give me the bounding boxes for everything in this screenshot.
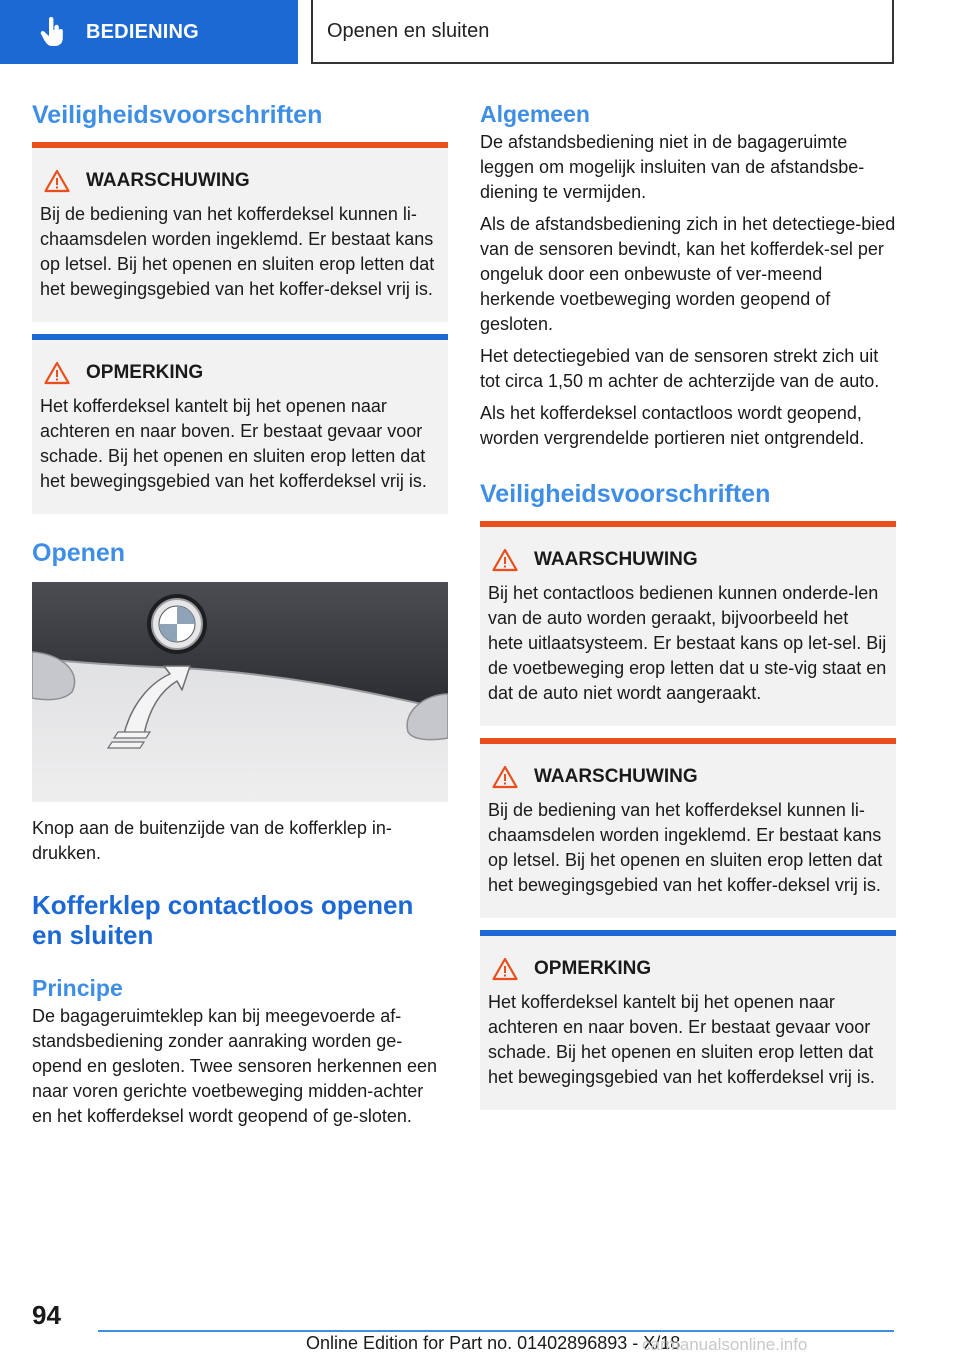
warning-triangle-icon [492,765,518,789]
page-number: 94 [32,1300,61,1330]
chapter-header [311,0,894,64]
heading-safety-2: Veiligheidsvoorschriften [480,480,771,508]
warning-text: Bij de bediening van het kofferdeksel kunnen li-chaamsdelen worden ingeklemd. Er bestaat kans op letsel. Bij het openen en sluiten erop letten dat het bewegingsgebied van het koffer-deksel vrij is. [40,204,435,299]
warning-title: WAARSCHUWING [534,549,698,570]
section-label: BEDIENING [86,20,199,43]
heading-contactless: Kofferklep contactloos openen en sluiten [32,890,414,950]
warning-text: Bij de bediening van het kofferdeksel kunnen li-chaamsdelen worden ingeklemd. Er bestaat kans op letsel. Bij het openen en sluiten erop letten dat het bewegingsgebied van het koffer-deksel vrij is. [488,800,883,895]
warning-triangle-icon [492,957,518,981]
heading-open: Openen [32,539,126,567]
warning-box [32,142,448,322]
warning-box [480,521,896,726]
note-text: Het kofferdeksel kantelt bij het openen naar achteren en naar boven. Er bestaat gevaar voor schade. Bij het openen en sluiten erop letten dat het bewegingsgebied van het kofferdeksel vrij is. [488,992,875,1087]
trunk-button-illustration [32,582,448,802]
right-column [480,98,896,1110]
heading-principle: Principe [32,975,123,1001]
general-paragraph-1: De afstandsbediening niet in de bagageruimte leggen om mogelijk insluiten van de afstandsbe-diening te vermijden. [480,132,865,202]
left-column [32,98,448,1129]
warning-title: WAARSCHUWING [86,170,250,191]
general-paragraph-2: Als de afstandsbediening zich in het detectiege-bied van de sensoren bevindt, kan het kofferdek-sel per ongeluk door een onbewuste of ver-meend herkende voetbeweging worden geopend of gesloten. [480,214,896,334]
warning-title: WAARSCHUWING [534,766,698,787]
warning-triangle-icon [44,361,70,385]
warning-triangle-icon [492,548,518,572]
principle-text: De bagageruimteklep kan bij meegevoerde af-standsbediening zonder aanraking worden ge-opend en gesloten. Twee sensoren herkennen een naar voren gerichte voetbeweging midden-achter en het kofferdeksel wordt geopend of ge-sloten. [32,1006,437,1126]
note-title: OPMERKING [534,958,652,979]
illustration-caption: Knop aan de buitenzijde van de kofferklep in-drukken. [32,818,392,863]
note-box [480,930,896,1110]
general-paragraph-4: Als het kofferdeksel contactloos wordt geopend, worden vergrendelde portieren niet ontgrendeld. [480,403,865,448]
hand-pointer-icon [40,17,66,47]
watermark: carmanualsonline.info [642,1335,808,1354]
footer-divider [98,1330,894,1332]
section-tab [0,0,298,64]
chapter-title: Openen en sluiten [327,19,490,42]
general-paragraph-3: Het detectiegebied van de sensoren strekt zich uit tot circa 1,50 m achter de achterzijde van de auto. [480,346,880,391]
warning-box [480,738,896,918]
heading-general: Algemeen [480,101,590,127]
note-title: OPMERKING [86,362,204,383]
heading-safety: Veiligheidsvoorschriften [32,101,323,129]
warning-text: Bij het contactloos bedienen kunnen onderde-len van de auto worden geraakt, bijvoorbeeld het hete uitlaatsysteem. Er bestaat kans op let-sel. Bij de voetbeweging erop letten dat u ste-vig staat en dat de auto niet wordt aangeraakt. [488,583,887,703]
warning-triangle-icon [44,169,70,193]
edition-text: Online Edition for Part no. 01402896893 - X/18 [306,1333,681,1353]
note-text: Het kofferdeksel kantelt bij het openen naar achteren en naar boven. Er bestaat gevaar voor schade. Bij het openen en sluiten erop letten dat het bewegingsgebied van het kofferdeksel vrij is. [40,396,427,491]
note-box [32,334,448,514]
